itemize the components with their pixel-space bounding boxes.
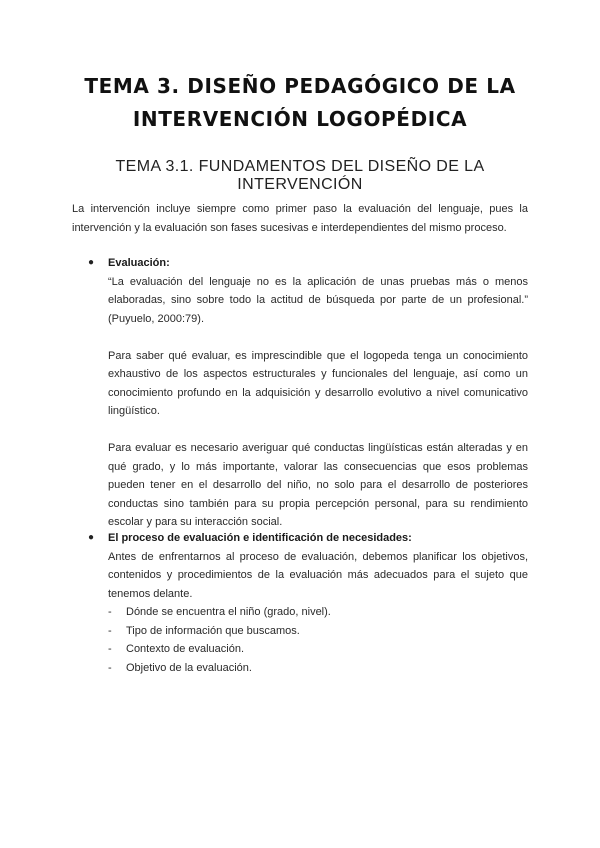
dash-marker: -	[108, 661, 112, 674]
list-item	[90, 640, 528, 659]
paragraph: Para saber qué evaluar, es imprescindible que el logopeda tenga un conocimiento exhaustivo de los aspectos estructurales y funcionales del lenguaje, así como un conocimiento profundo en la adquisición y desarrollo evolutivo a nivel comunicativo lingüístico.	[108, 349, 528, 417]
section-evaluacion	[90, 254, 528, 532]
list-item	[90, 603, 528, 622]
bullet-marker: ●	[88, 532, 95, 543]
list-item-text: Dónde se encuentra el niño (grado, nivel).	[126, 606, 331, 618]
bullet-marker: ●	[88, 257, 95, 268]
paragraph: Para evaluar es necesario averiguar qué conductas lingüísticas están alteradas y en qué grado, y lo más importante, valorar las consecuencias que esos problemas pueden tener en el desarrollo del niño, no solo para el desarrollo de posteriores conductas sino también para su propia percepción personal, para su rendimiento escolar y para su interacción social.	[108, 442, 528, 528]
list-item-text: Tipo de información que buscamos.	[126, 624, 300, 637]
dash-marker: -	[108, 624, 112, 637]
page-title	[70, 70, 530, 136]
dash-marker: -	[108, 606, 112, 618]
section-subtitle: TEMA 3.1. FUNDAMENTOS DEL DISEÑO DE LA INTERVENCIÓN	[115, 158, 485, 193]
dash-list	[90, 603, 528, 677]
title-line-2: INTERVENCIÓN LOGOPÉDICA	[132, 107, 468, 131]
list-item	[90, 659, 528, 678]
section-proceso	[90, 529, 528, 677]
paragraph: Antes de enfrentarnos al proceso de evaluación, debemos planificar los objetivos, contenidos y procedimientos de la evaluación más adecuados para el sujeto que tenemos delante.	[108, 550, 528, 600]
quote-paragraph: “La evaluación del lenguaje no es la aplicación de unas pruebas más o menos elaboradas, sino sobre todo la actitud de búsqueda por parte de un profesional.” (Puyuelo, 2000:79).	[108, 275, 528, 325]
section-heading: Evaluación:	[108, 257, 170, 269]
dash-marker: -	[108, 643, 112, 655]
section-heading: El proceso de evaluación e identificación de necesidades:	[108, 532, 412, 544]
title-line-1: TEMA 3. DISEÑO PEDAGÓGICO DE LA	[84, 74, 516, 98]
list-item-text: Objetivo de la evaluación.	[126, 661, 252, 674]
list-item	[90, 622, 528, 641]
intro-paragraph: La intervención incluye siempre como primer paso la evaluación del lenguaje, pues la intervención y la evaluación son fases sucesivas e interdependientes del mismo proceso.	[72, 203, 528, 234]
list-item-text: Contexto de evaluación.	[126, 643, 245, 655]
